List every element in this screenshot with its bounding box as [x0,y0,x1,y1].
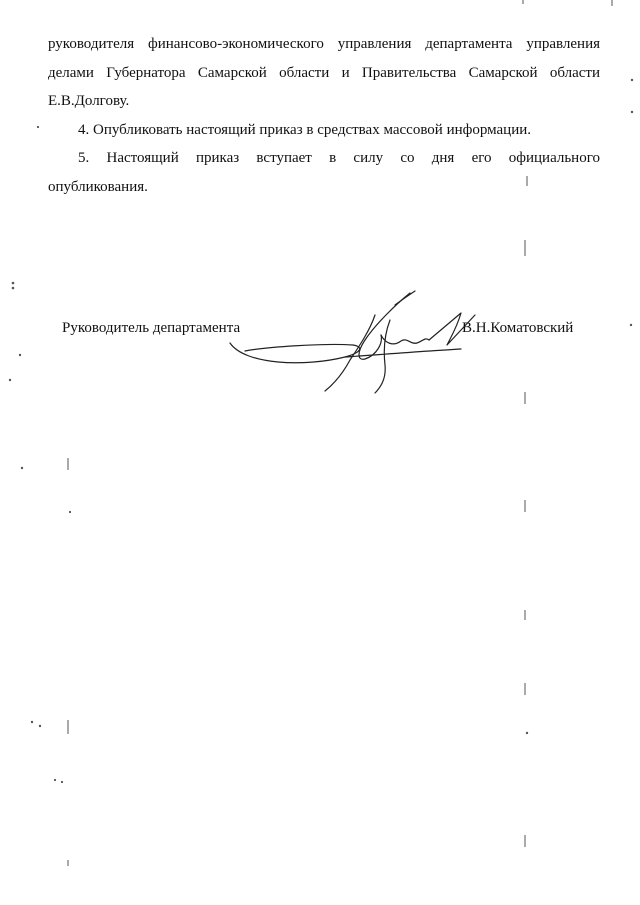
paragraph-line: руководителя финансово-экономического управления департамента управления [48,36,600,52]
paragraph-line: Е.В.Долгову. [48,93,130,109]
signatory-title: Руководитель департамента [62,320,241,336]
item-5-continuation: опубликования. [48,178,148,195]
paragraph-line: делами Губернатора Самарской области и Правительства Самарской области [48,64,600,81]
handwritten-signature [225,285,505,400]
item-5-line: 5. Настоящий приказ вступает в силу со дня его официального [78,150,600,166]
signatory-name: В.Н.Коматовский [462,320,574,336]
body-text [48,30,600,201]
item-4-line: 4. Опубликовать настоящий приказ в средствах массовой информации. [78,121,532,138]
